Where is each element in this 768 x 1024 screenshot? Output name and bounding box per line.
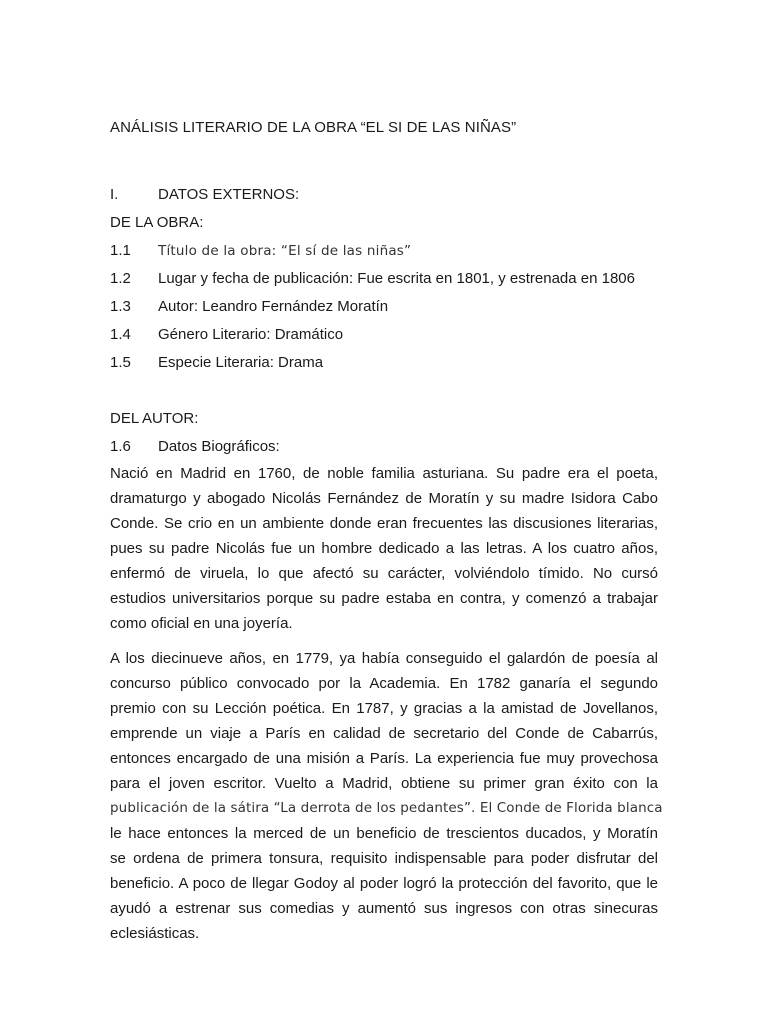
document-title: ANÁLISIS LITERARIO DE LA OBRA “EL SI DE LAS NIÑAS” <box>110 119 517 136</box>
paragraph-line: Nació en Madrid en 1760, de noble familia asturiana. Su padre era el poeta, <box>110 465 658 482</box>
paragraph-line: beneficio. A poco de llegar Godoy al poder logró la protección del favorito, que le <box>110 875 658 892</box>
obra-item-number: 1.3 <box>110 298 131 315</box>
paragraph-line: le hace entonces la merced de un beneficio de trescientos ducados, y Moratín <box>110 825 658 842</box>
paragraph-line: pues su padre Nicolás fue un hombre dedicado a las letras. A los cuatro años, <box>110 540 658 557</box>
paragraph-line: eclesiásticas. <box>110 925 200 942</box>
obra-item-number: 1.5 <box>110 354 131 371</box>
obra-item-number: 1.1 <box>110 242 131 259</box>
paragraph-line: concurso público convocado por la Academia. En 1782 ganaría el segundo <box>110 675 658 692</box>
paragraph-line: ayudó a estrenar sus comedias y aumentó sus ingresos con otras sinecuras <box>110 900 658 917</box>
paragraph-line: emprende un viaje a París en calidad de secretario del Conde de Cabarrús, <box>110 725 658 742</box>
obra-item-text: Lugar y fecha de publicación: Fue escrita en 1801, y estrenada en 1806 <box>158 270 635 287</box>
obra-item <box>110 297 658 317</box>
section-number: I. <box>110 186 119 203</box>
obra-item <box>110 269 658 289</box>
paragraph-line: dramaturgo y abogado Nicolás Fernández de Moratín y su madre Isidora Cabo <box>110 490 658 507</box>
section-label: DATOS EXTERNOS: <box>158 186 300 203</box>
paragraph-line: Conde. Se crio en un ambiente donde eran frecuentes las discusiones literarias, <box>110 515 658 532</box>
paragraph-line: publicación de la sátira “La derrota de los pedantes”. El Conde de Florida blanca <box>110 800 663 816</box>
paragraph-biography-2 <box>110 646 663 946</box>
obra-item-text: Género Literario: Dramático <box>158 326 344 343</box>
paragraph-line: A los diecinueve años, en 1779, ya había conseguido el galardón de poesía al <box>110 650 658 667</box>
paragraph-line: premio con su Lección poética. En 1787, y gracias a la amistad de Jovellanos, <box>110 700 658 717</box>
autor-item-text: Datos Biográficos: <box>158 438 280 455</box>
paragraph-line: como oficial en una joyería. <box>110 615 293 632</box>
obra-item <box>110 241 658 261</box>
obra-item-number: 1.2 <box>110 270 131 287</box>
obra-item <box>110 353 658 373</box>
obra-item-text: Autor: Leandro Fernández Moratín <box>158 298 389 315</box>
paragraph-line: estudios universitarios porque su padre estaba en contra, y comenzó a trabajar <box>110 590 658 607</box>
paragraph-line: se ordena de primera tonsura, requisito indispensable para poder disfrutar del <box>110 850 658 867</box>
paragraph-biography-1 <box>110 461 658 636</box>
document-page <box>110 118 663 946</box>
obra-item-number: 1.4 <box>110 326 131 343</box>
paragraph-line: para el joven escritor. Vuelto a Madrid, obtiene su primer gran éxito con la <box>110 775 658 792</box>
obra-item-text: Especie Literaria: Drama <box>158 354 324 371</box>
obra-item-text: Título de la obra: “El sí de las niñas” <box>158 243 412 259</box>
autor-item-number: 1.6 <box>110 438 131 455</box>
paragraph-line: entonces encargado de una misión a París. La experiencia fue muy provechosa <box>110 750 658 767</box>
obra-item <box>110 325 658 345</box>
autor-item <box>110 437 658 457</box>
subsection-autor-heading: DEL AUTOR: <box>110 410 199 427</box>
section-heading <box>110 185 658 205</box>
paragraph-line: enfermó de viruela, lo que afectó su carácter, volviéndolo tímido. No cursó <box>110 565 658 582</box>
subsection-obra-heading: DE LA OBRA: <box>110 214 204 231</box>
